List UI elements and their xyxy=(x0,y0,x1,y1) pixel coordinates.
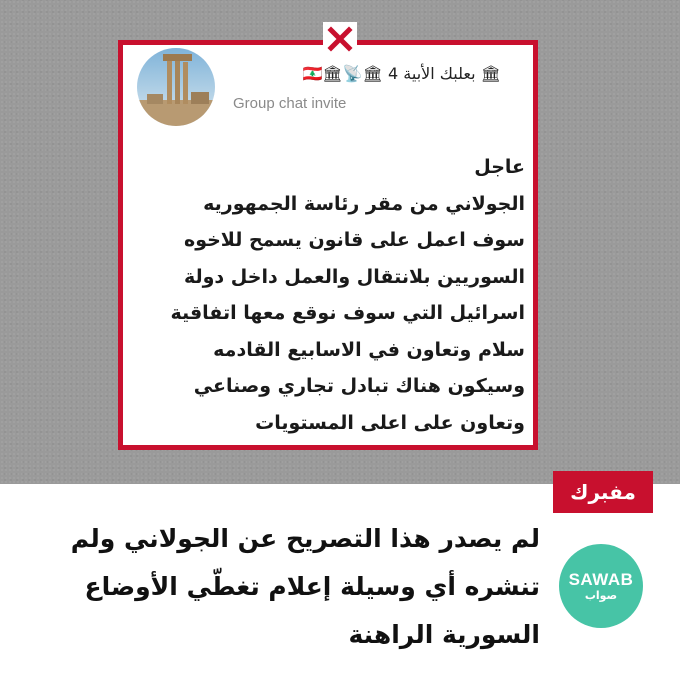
message-line: عاجل xyxy=(474,156,525,178)
statement-line: لم يصدر هذا التصريح عن الجولاني ولم xyxy=(70,524,540,553)
group-name-text: بعلبك الأبية 4 xyxy=(388,64,476,83)
message-line: سوف اعمل على قانون يسمح للاخوه xyxy=(183,229,525,251)
message-line: وسيكون هناك تبادل تجاري وصناعي xyxy=(193,375,525,397)
statement-line: السورية الراهنة xyxy=(348,620,540,649)
sawab-logo-arabic: صواب xyxy=(584,588,618,602)
fabricated-verdict-badge: مفبرك xyxy=(553,471,653,513)
fact-check-statement xyxy=(70,515,540,659)
message-line: اسرائيل التي سوف نوقع معها اتفاقية xyxy=(170,302,525,324)
sawab-logo xyxy=(559,544,643,628)
statement-line: تنشره أي وسيلة إعلام تغطّي الأوضاع xyxy=(84,572,540,601)
message-text xyxy=(137,149,525,441)
group-chat-name xyxy=(233,63,501,89)
close-x-icon xyxy=(323,22,357,56)
screenshot-card xyxy=(118,40,538,450)
group-chat-invite-label: Group chat invite xyxy=(233,95,347,112)
group-avatar xyxy=(137,48,215,126)
message-line: السوريين بلانتقال والعمل داخل دولة xyxy=(183,265,525,288)
sawab-logo-latin: SAWAB xyxy=(568,569,634,589)
message-line: الجولاني من مقر رئاسة الجمهوريه xyxy=(203,192,525,215)
group-name-emoji-icons: 🏛📡🏛🇱🇧 xyxy=(302,64,383,83)
landmark-emoji-icon: 🏛 xyxy=(480,64,501,83)
message-line: وتعاون على اعلى المستويات xyxy=(255,411,525,434)
message-line: سلام وتعاون في الاسابيع القادمه xyxy=(213,338,525,361)
